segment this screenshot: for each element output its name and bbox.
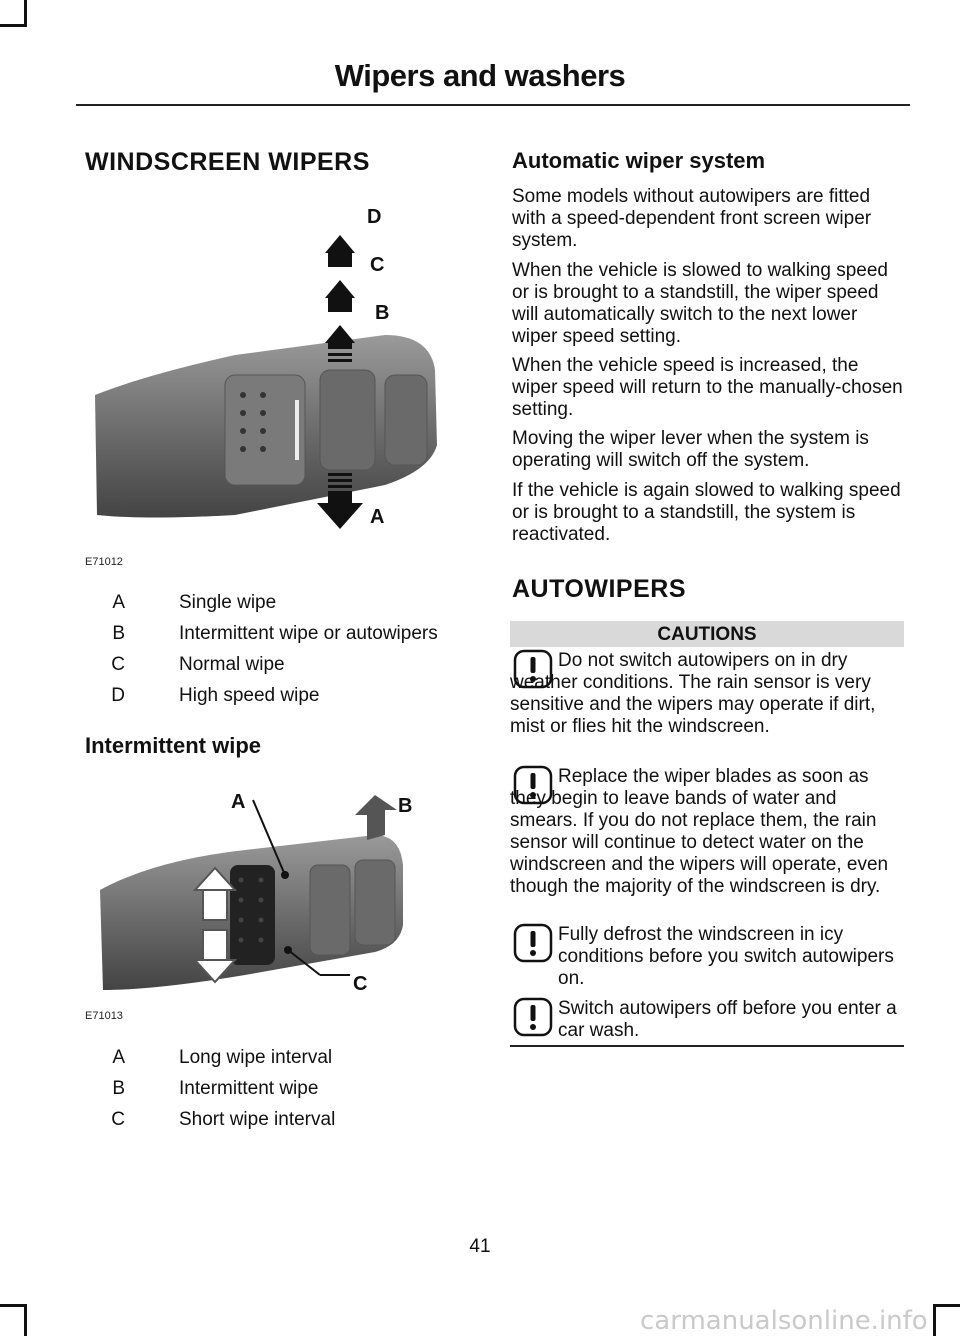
legend-text: Intermittent wipe bbox=[179, 1078, 319, 1099]
legend-key: B bbox=[112, 1078, 125, 1099]
caution-item bbox=[510, 998, 905, 1042]
caution-item bbox=[510, 924, 905, 990]
legend-key: C bbox=[111, 1109, 125, 1130]
crop-mark bbox=[0, 24, 27, 27]
crop-mark bbox=[24, 0, 27, 26]
legend-item bbox=[85, 685, 475, 709]
legend-item bbox=[85, 1109, 475, 1133]
page-number: 41 bbox=[469, 1236, 491, 1257]
callout-label: C bbox=[370, 254, 385, 276]
legend-item bbox=[85, 592, 475, 616]
paragraph: If the vehicle is again slowed to walking speed or is brought to a standstill, the system is reactivated. bbox=[512, 480, 901, 545]
legend-item bbox=[85, 1078, 475, 1102]
intermittent-wipe-illustration bbox=[85, 780, 465, 1000]
caution-text: Fully defrost the windscreen in icy conditions before you switch autowipers on. bbox=[558, 924, 894, 989]
paragraph: When the vehicle speed is increased, the wiper speed will return to the manually-chosen setting. bbox=[512, 355, 903, 420]
figure-intermittent-wipe bbox=[85, 780, 465, 1000]
section-heading-autowipers: AUTOWIPERS bbox=[512, 575, 686, 603]
legend-text: High speed wipe bbox=[179, 685, 320, 706]
watermark: carmanualsonline.info bbox=[640, 1306, 928, 1336]
caution-text: Replace the wiper blades as soon as they begin to leave bands of water and smears. If you do not replace them, the rain sensor will continue to detect water on the windscreen and the wipers will operate, even though the majority of the windscreen is dry. bbox=[510, 766, 889, 897]
subheading-intermittent-wipe: Intermittent wipe bbox=[85, 733, 262, 758]
callout-label: D bbox=[367, 206, 382, 228]
legend-key: D bbox=[111, 685, 125, 706]
crop-mark bbox=[933, 1304, 960, 1307]
paragraph: Some models without autowipers are fitted with a speed-dependent front screen wiper system. bbox=[512, 186, 872, 251]
callout-label: C bbox=[353, 973, 368, 995]
paragraph: Moving the wiper lever when the system is operating will switch off the system. bbox=[512, 428, 869, 471]
legend-list bbox=[85, 592, 475, 712]
legend-key: A bbox=[112, 1047, 125, 1068]
header-divider bbox=[76, 104, 910, 106]
legend-text: Long wipe interval bbox=[179, 1047, 333, 1068]
figure-wiper-stalk bbox=[85, 195, 465, 550]
caution-text: Switch autowipers off before you enter a car wash. bbox=[558, 998, 897, 1041]
legend-key: A bbox=[112, 592, 125, 613]
paragraph: When the vehicle is slowed to walking speed or is brought to a standstill, the wiper speed will automatically switch to the next lower wiper speed setting. bbox=[512, 260, 888, 347]
cautions-bar: CAUTIONS bbox=[510, 621, 904, 647]
crop-mark bbox=[0, 1304, 27, 1307]
section-end-rule bbox=[510, 1045, 904, 1047]
legend-key: B bbox=[112, 623, 125, 644]
legend-key: C bbox=[111, 654, 125, 675]
legend-item bbox=[85, 654, 475, 678]
figure-code: E71013 bbox=[85, 1010, 123, 1022]
subheading-automatic-wiper-system: Automatic wiper system bbox=[512, 148, 766, 173]
legend-item bbox=[85, 1047, 475, 1071]
legend-text: Intermittent wipe or autowipers bbox=[179, 623, 438, 644]
legend-item bbox=[85, 623, 475, 647]
legend-text: Single wipe bbox=[179, 592, 277, 613]
callout-label: B bbox=[398, 795, 413, 817]
crop-mark bbox=[24, 1304, 27, 1336]
caution-text: Do not switch autowipers on in dry weather conditions. The rain sensor is very sensitive and the wipers may operate if dirt, mist or flies hit the windscreen. bbox=[510, 650, 876, 737]
legend-list bbox=[85, 1047, 475, 1142]
legend-text: Short wipe interval bbox=[179, 1109, 336, 1130]
wiper-stalk-illustration bbox=[85, 195, 465, 550]
page-header-title: Wipers and washers bbox=[334, 58, 626, 93]
callout-label: B bbox=[375, 302, 390, 324]
figure-code: E71012 bbox=[85, 556, 123, 568]
crop-mark bbox=[933, 1304, 936, 1336]
callout-label: A bbox=[231, 791, 246, 813]
caution-item bbox=[510, 650, 905, 738]
section-heading-windscreen-wipers: WINDSCREEN WIPERS bbox=[85, 148, 370, 176]
caution-item bbox=[510, 766, 905, 898]
legend-text: Normal wipe bbox=[179, 654, 285, 675]
callout-label: A bbox=[370, 506, 385, 528]
